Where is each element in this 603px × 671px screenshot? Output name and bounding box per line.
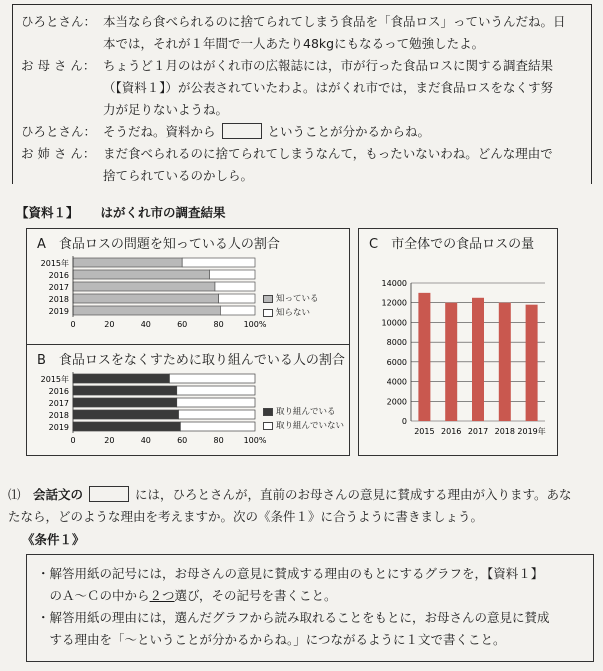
bar-segment <box>73 410 179 419</box>
x-tick-label: 20 <box>104 320 115 329</box>
bar-segment <box>182 258 255 267</box>
question-number: ⑴ <box>8 487 21 502</box>
condition-item: ・解答用紙の理由には，選んだグラフから読み取れることをもとに，お母さんの意見に賛成 <box>37 610 550 625</box>
bar-segment <box>180 422 255 431</box>
dialogue-text: まだ食べられるのに捨てられてしまうなんて，もったいないわね。どんな理由で 捨てられているのかしら。 <box>103 146 553 183</box>
bar-segment <box>215 282 255 291</box>
bar-segment <box>177 386 255 395</box>
y-tick-label: 12000 <box>381 298 407 308</box>
conditions-heading: 《条件１》 <box>22 532 85 547</box>
bar-segment <box>73 294 219 303</box>
chart-b-panel <box>26 344 350 456</box>
chart-c-title: C 市全体での食品ロスの量 <box>369 237 535 252</box>
category-label: 2016 <box>48 387 69 396</box>
category-label: 2017 <box>48 399 69 408</box>
y-tick-label: 6000 <box>386 357 407 367</box>
bar <box>445 303 457 421</box>
x-tick-label: 40 <box>140 320 151 329</box>
x-tick-label: 100% <box>243 436 267 445</box>
category-label: 2019 <box>48 423 69 432</box>
bar-segment <box>220 306 255 315</box>
condition-item: ・解答用紙の記号には，お母さんの意見に賛成する理由のもとにするグラフを，【資料１】 <box>37 566 544 581</box>
bar-segment <box>73 374 169 383</box>
source-label: 【資料１】 <box>16 205 79 220</box>
bar-segment <box>73 422 180 431</box>
dialogue-line <box>21 143 581 187</box>
condition-item: のＡ～Ｃの中から２つ選び，その記号を書くこと。 <box>49 588 337 603</box>
bar-segment <box>73 306 220 315</box>
x-tick-label: 0 <box>70 436 76 445</box>
category-label: 2017 <box>48 283 69 292</box>
bar-segment <box>73 398 177 407</box>
x-tick-label: 2019年 <box>517 427 546 436</box>
y-tick-label: 14000 <box>381 279 407 288</box>
answer-blank-box <box>222 123 262 139</box>
bar-segment <box>219 294 255 303</box>
category-label: 2018 <box>48 411 69 420</box>
chart-b-title: B 食品ロスをなくすために取り組んでいる人の割合 <box>37 353 345 368</box>
bar-segment <box>177 398 255 407</box>
category-label: 2015年 <box>40 375 69 384</box>
y-tick-label: 4000 <box>386 377 407 387</box>
x-tick-label: 60 <box>177 436 188 445</box>
bar-segment <box>73 270 210 279</box>
chart-c <box>359 229 557 455</box>
bar-segment <box>169 374 255 383</box>
bar <box>418 293 430 421</box>
condition-item: する理由を「～ということが分かるからね。」につながるように１文で書くこと。 <box>49 632 506 647</box>
legend-swatch <box>263 422 273 430</box>
bar-segment <box>179 410 255 419</box>
x-tick-label: 2016 <box>441 427 462 436</box>
legend-swatch <box>263 408 273 416</box>
bar-segment <box>73 282 215 291</box>
bar <box>472 298 484 421</box>
dialogue-text: ちょうど１月のはがくれ市の広報誌には，市が行った食品ロスに関する調査結果 （【資料１】）が公表されていたわよ。はがくれ市では，まだ食品ロスをなくす努 力が足りないようね。 <box>103 58 554 117</box>
legend-label: 知っている <box>276 294 319 304</box>
dialogue-box <box>12 4 592 184</box>
speaker-name: お 姉 さ ん： <box>21 146 96 161</box>
x-tick-label: 2015 <box>414 427 435 436</box>
legend-label: 取り組んでいない <box>276 421 345 431</box>
x-tick-label: 60 <box>177 320 188 329</box>
chart-a-legend <box>263 292 319 320</box>
x-tick-label: 100% <box>243 320 267 329</box>
bar <box>526 305 538 421</box>
conditions-box <box>26 554 594 662</box>
x-tick-label: 0 <box>70 320 76 329</box>
bar <box>499 303 511 421</box>
legend-label: 取り組んでいる <box>276 407 336 417</box>
bar-segment <box>210 270 256 279</box>
category-label: 2019 <box>48 307 69 316</box>
x-tick-label: 80 <box>213 436 224 445</box>
source-title: はがくれ市の調査結果 <box>100 205 226 220</box>
chart-b <box>27 345 349 455</box>
y-tick-label: 10000 <box>381 318 407 328</box>
source-heading <box>16 203 248 221</box>
legend-swatch <box>263 295 273 303</box>
category-label: 2015年 <box>40 259 69 268</box>
dialogue-line <box>21 121 581 143</box>
legend-label: 知らない <box>276 308 311 318</box>
y-tick-label: 8000 <box>386 338 407 348</box>
bar-segment <box>73 386 177 395</box>
x-tick-label: 2017 <box>467 427 489 436</box>
dialogue-text: 本当なら食べられるのに捨てられてしまう食品を「食品ロス」っていうんだね。日 本では，それが１年間で一人あたり48kgにもなるって勉強したよ。 <box>103 14 566 51</box>
chart-c-panel <box>358 228 558 456</box>
chart-a-title: A 食品ロスの問題を知っている人の割合 <box>37 237 280 252</box>
speaker-name: ひろとさん： <box>21 14 97 29</box>
bar-segment <box>73 258 182 267</box>
x-tick-label: 20 <box>104 436 115 445</box>
answer-blank-box <box>89 486 129 502</box>
x-tick-label: 40 <box>140 436 151 445</box>
dialogue-text: そうだね。資料から ということが分かるからね。 <box>103 124 431 139</box>
x-tick-label: 80 <box>213 320 224 329</box>
x-tick-label: 2018 <box>494 427 515 436</box>
dialogue-line <box>21 55 581 121</box>
category-label: 2018 <box>48 295 69 304</box>
y-tick-label: 0 <box>401 417 407 426</box>
dialogue-line <box>21 11 581 55</box>
chart-a-panel <box>26 228 350 356</box>
speaker-name: ひろとさん： <box>21 124 97 139</box>
legend-swatch <box>263 309 273 317</box>
speaker-name: お 母 さ ん： <box>21 58 96 73</box>
question-text: ⑴ 会話文の には，ひろとさんが，直前のお母さんの意見に賛成する理由が入ります。あな たなら，どのような理由を考えますか。次の《条件１》に合うように書きましょう。 <box>8 487 572 524</box>
chart-b-legend <box>263 405 344 433</box>
y-tick-label: 2000 <box>386 397 407 407</box>
category-label: 2016 <box>48 271 69 280</box>
